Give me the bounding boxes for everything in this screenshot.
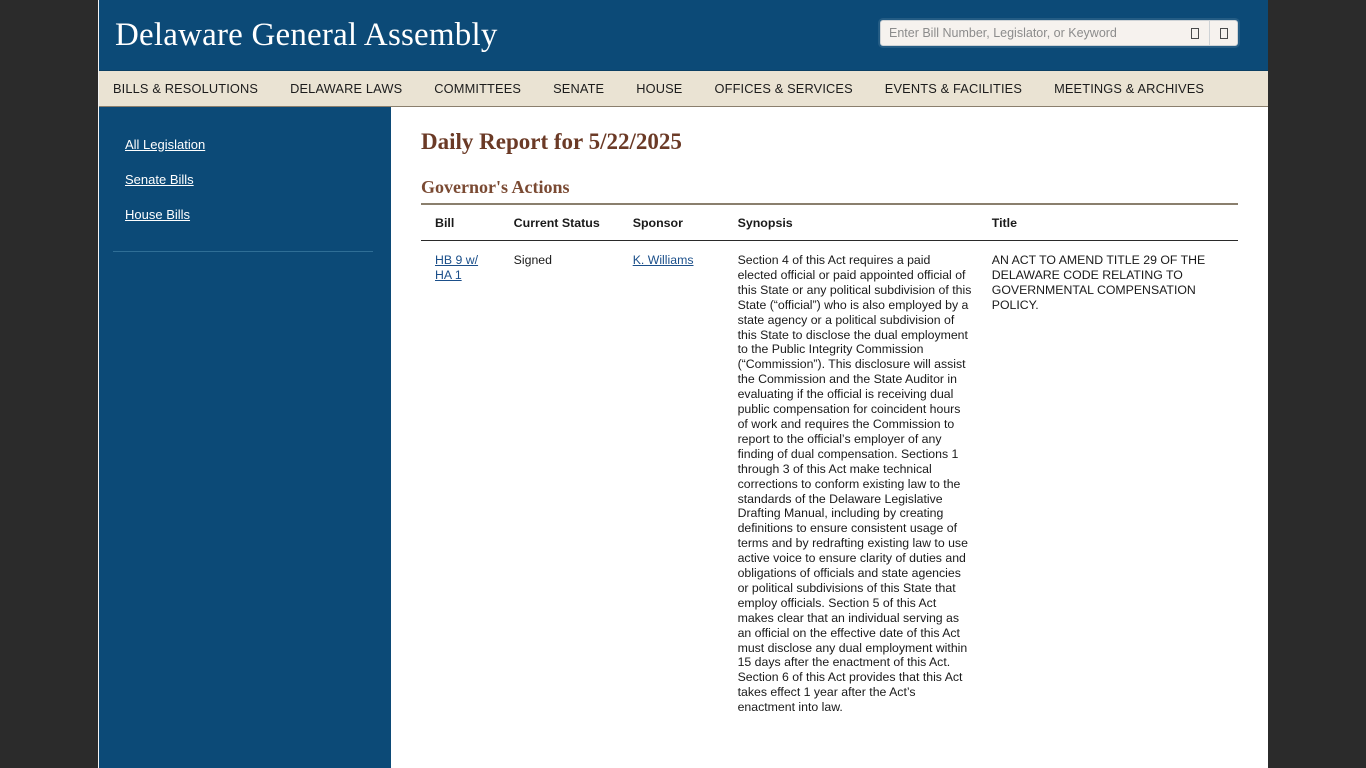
page-container <box>98 0 1268 768</box>
table-header-row <box>421 205 1238 241</box>
advanced-search-icon-button[interactable] <box>1209 21 1237 45</box>
sponsor-link[interactable]: K. Williams <box>632 253 694 267</box>
filter-icon <box>1220 28 1228 39</box>
section-title: Governor's Actions <box>421 177 570 197</box>
nav-item-bills-resolutions[interactable]: BILLS & RESOLUTIONS <box>113 81 259 96</box>
site-title: Delaware General Assembly <box>115 17 498 53</box>
site-header <box>99 0 1268 70</box>
search-icon <box>1191 28 1199 39</box>
sidebar-divider <box>113 251 373 252</box>
cell-bill <box>421 241 500 726</box>
column-header-sponsor: Sponsor <box>619 205 724 241</box>
search-icon-button[interactable] <box>1181 21 1209 45</box>
main-content <box>391 107 1268 768</box>
nav-item-meetings-archives[interactable]: MEETINGS & ARCHIVES <box>1054 81 1205 96</box>
nav-item-senate[interactable]: SENATE <box>553 81 605 96</box>
column-header-current-status: Current Status <box>500 205 619 241</box>
sidebar <box>99 107 391 768</box>
bill-link[interactable]: HB 9 w/ HA 1 <box>435 253 479 282</box>
cell-current-status: Signed <box>513 253 552 267</box>
sidebar-item-all-legislation[interactable]: All Legislation <box>125 137 206 152</box>
column-header-title: Title <box>978 205 1238 241</box>
cell-title: AN ACT TO AMEND TITLE 29 OF THE DELAWARE CODE RELATING TO GOVERNMENTAL COMPENSATION POLICY. <box>991 253 1206 312</box>
nav-item-committees[interactable]: COMMITTEES <box>434 81 522 96</box>
synopsis-text: Section 4 of this Act requires a paid elected official or paid appointed official of this State or any political subdivision of this State (“official”) who is also employed by a state agency or a political subdivision of this State to disclose the dual employment to the Public Integrity Commission (“Commission”). This disclosure will assist the Commission and the State Auditor in evaluating if the official is receiving dual public compensation for coincident hours of work and requires the Commission to report to the official’s employer of any finding of dual compensation. Sections 1 through 3 of this Act make technical corrections to conform existing law to the standards of the Delaware Legislative Drafting Manual, including by creating definitions to ensure consistent usage of terms and by redrafting existing law to use active voice to ensure clarity of duties and obligations of officials and state agencies or political subdivisions of this State that employ officials. Section 5 of this Act makes clear that an individual serving as an official on the effective date of this Act must disclose any dual employment within 15 days after the enactment of this Act. Section 6 of this Act provides that this Act takes effect 1 year after the Act’s enactment into law. <box>737 253 972 715</box>
column-header-bill: Bill <box>421 205 500 241</box>
nav-item-events-facilities[interactable]: EVENTS & FACILITIES <box>884 81 1023 96</box>
site-search[interactable] <box>880 20 1238 46</box>
page-title: Daily Report for 5/22/2025 <box>421 129 682 154</box>
table-row <box>421 241 1238 726</box>
cell-sponsor <box>619 241 724 726</box>
page-body <box>99 107 1268 768</box>
sidebar-item-senate-bills[interactable]: Senate Bills <box>125 172 194 187</box>
sidebar-item-house-bills[interactable]: House Bills <box>125 207 191 222</box>
nav-item-offices-services[interactable]: OFFICES & SERVICES <box>714 81 853 96</box>
search-input[interactable] <box>881 21 1181 45</box>
column-header-synopsis: Synopsis <box>724 205 978 241</box>
main-navigation <box>99 70 1268 107</box>
nav-item-house[interactable]: HOUSE <box>636 81 683 96</box>
cell-synopsis <box>724 241 978 726</box>
governors-actions-table <box>421 205 1238 725</box>
nav-item-delaware-laws[interactable]: DELAWARE LAWS <box>290 81 403 96</box>
